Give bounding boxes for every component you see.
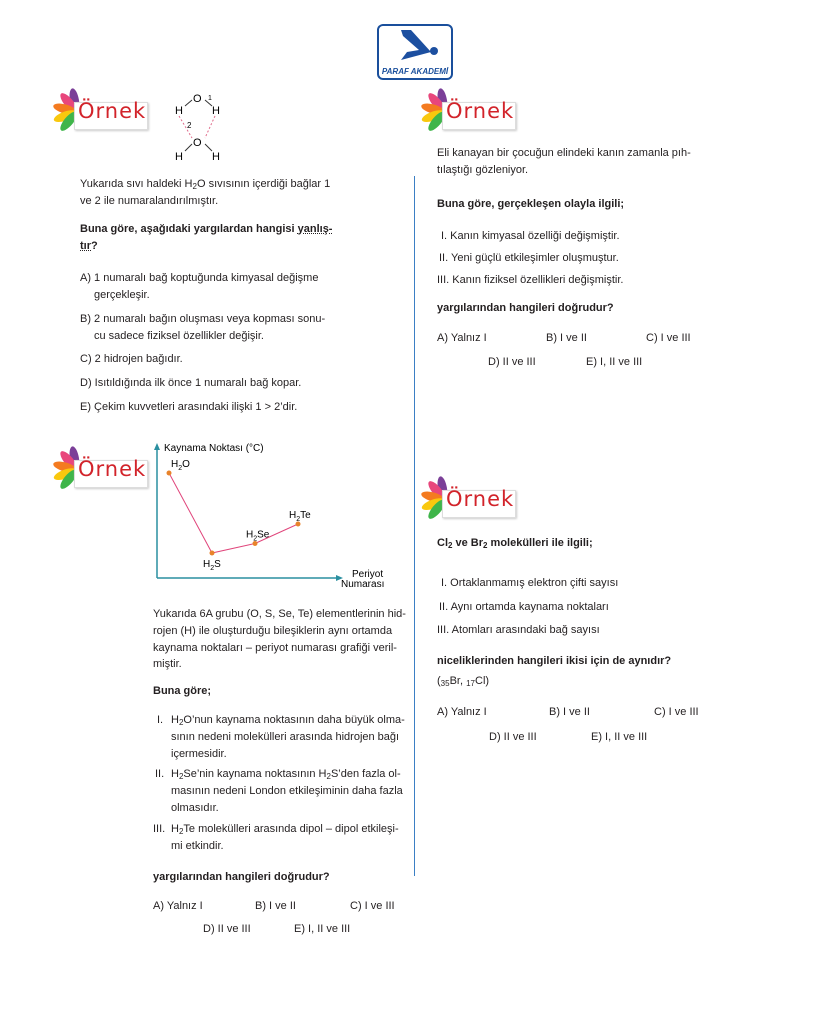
paraf-akademi-logo	[377, 24, 453, 80]
data-point-label: $H_2Te$	[289, 510, 311, 523]
data-point-label: $H_2S$	[203, 559, 221, 572]
q3-intro-line: tılaştığı gözleniyor.	[437, 164, 529, 176]
q1-option-d[interactable]: D) Isıtıldığında ilk önce 1 numaralı bağ kopar.	[80, 377, 302, 389]
q1-question: Buna göre, aşağıdaki yargılardan hangisi yanlış-	[80, 223, 333, 235]
boiling-point-chart	[140, 440, 400, 590]
q2-option-a[interactable]: A) Yalnız I	[153, 900, 203, 912]
hydrogen-label: H	[175, 151, 183, 163]
q4-option-c[interactable]: C) I ve III	[654, 706, 699, 718]
column-divider	[414, 176, 415, 876]
q2-question: yargılarından hangileri doğrudur?	[153, 871, 330, 883]
ornek-label: Örnek	[446, 99, 515, 123]
q2-option-d[interactable]: D) II ve III	[203, 923, 251, 935]
logo-text: PARAF AKADEMİ	[381, 67, 449, 76]
q2-statement-2-cont: masının nedeni London etkileşiminin daha fazla	[171, 785, 403, 797]
q2-statement-2-cont: olmasıdır.	[171, 802, 219, 814]
q4-option-e[interactable]: E) I, II ve III	[591, 731, 648, 743]
q1-option-a[interactable]: A) 1 numaralı bağ koptuğunda kimyasal değişme	[80, 272, 319, 284]
q4-statement-3: III. Atomları arasındaki bağ sayısı	[437, 624, 600, 636]
q2-statement-3: $H_2Te$ molekülleri arasında dipol – dipol etkileşi-	[171, 823, 399, 836]
hydrogen-label: H	[212, 151, 220, 163]
q3-option-c[interactable]: C) I ve III	[646, 332, 691, 344]
bond-2-label: 2	[187, 121, 192, 130]
y-axis-arrow-icon	[154, 443, 160, 450]
data-point	[210, 551, 215, 556]
oxygen-label: O	[193, 93, 202, 105]
q2-statement-1-cont: sının nedeni molekülleri arasında hidrojen bağı	[171, 731, 400, 743]
q2-statement-2-num: II.	[155, 768, 165, 780]
hydrogen-label: H	[212, 105, 220, 117]
q3-option-e[interactable]: E) I, II ve III	[586, 356, 643, 368]
q2-statement-3-num: III.	[153, 823, 166, 835]
q3-lead: Buna göre, gerçekleşen olayla ilgili;	[437, 198, 625, 210]
q3-option-a[interactable]: A) Yalnız I	[437, 332, 487, 344]
q4-statement-2: II. Aynı ortamda kaynama noktaları	[439, 601, 609, 613]
q2-option-e[interactable]: E) I, II ve III	[294, 923, 351, 935]
q2-intro-line: kaynama noktaları – periyot numarası grafiği veril-	[153, 642, 397, 654]
q2-statement-1-cont: içermesidir.	[171, 748, 227, 760]
q2-statement-3-cont: mi etkindir.	[171, 840, 224, 852]
q4-option-a[interactable]: A) Yalnız I	[437, 706, 487, 718]
ornek-badge-4	[430, 474, 520, 522]
q3-option-d[interactable]: D) II ve III	[488, 356, 536, 368]
hydrogen-label: H	[175, 105, 183, 117]
q1-intro-line: Yukarıda sıvı haldeki $H_2O$ sıvısının içerdiği bağlar 1	[80, 178, 331, 191]
y-axis-label: Kaynama Noktası (°C)	[164, 443, 264, 454]
q4-statement-1: I. Ortaklanmamış elektron çifti sayısı	[441, 577, 619, 589]
q2-statement-1: $H_2O’nun$ kaynama noktasının daha büyük olma-	[171, 714, 405, 727]
q3-question: yargılarından hangileri doğrudur?	[437, 302, 614, 314]
q1-option-b-cont: cu sadece fiziksel özellikler değişir.	[94, 330, 264, 342]
ornek-badge-3	[430, 86, 520, 134]
q1-intro-line: ve 2 ile numaralandırılmıştır.	[80, 195, 219, 207]
q4-option-d[interactable]: D) II ve III	[489, 731, 537, 743]
q3-statement-3: III. Kanın fiziksel özellikleri değişmiştir.	[437, 274, 624, 286]
q3-statement-1: I. Kanın kimyasal özelliği değişmiştir.	[441, 230, 620, 242]
x-axis-label: Periyot	[352, 569, 384, 580]
q3-intro-line: Eli kanayan bir çocuğun elindeki kanın zamanla pıh-	[437, 147, 691, 159]
q1-option-c[interactable]: C) 2 hidrojen bağıdır.	[80, 353, 183, 365]
q1-option-a-cont: gerçekleşir.	[94, 289, 150, 301]
q3-option-b[interactable]: B) I ve II	[546, 332, 587, 344]
q4-note: ($_{35}Br$, $_{17}$Cl)	[437, 675, 490, 688]
q1-option-b[interactable]: B) 2 numaralı bağın oluşması veya kopması sonu-	[80, 313, 326, 325]
q2-option-b[interactable]: B) I ve II	[255, 900, 296, 912]
data-point	[167, 471, 172, 476]
x-axis-label: Numarası	[341, 579, 385, 590]
q1-question-end: tır?	[80, 240, 98, 252]
q2-option-c[interactable]: C) I ve III	[350, 900, 395, 912]
q3-statement-2: II. Yeni güçlü etkileşimler oluşmuştur.	[439, 252, 619, 264]
logo-mark-icon	[379, 26, 451, 66]
ornek-label: Örnek	[78, 99, 147, 123]
q2-statement-2: $H_2Se’nin$ kaynama noktasının $H_2S’den$ fazla ol-	[171, 768, 401, 781]
q2-intro-line: rojen (H) ile oluşturduğu bileşiklerin aynı ortamda	[153, 625, 393, 637]
q4-question: niceliklerinden hangileri ikisi için de aynıdır?	[437, 655, 672, 667]
data-point-label: $H_2Se$	[246, 529, 270, 543]
q4-option-b[interactable]: B) I ve II	[549, 706, 590, 718]
data-point-label: $H_2O$	[171, 459, 190, 472]
ornek-badge-2	[62, 444, 152, 492]
ornek-badge-1	[62, 86, 152, 134]
water-hydrogen-bond-diagram	[165, 86, 235, 166]
q2-lead: Buna göre;	[153, 685, 212, 697]
q1-option-e[interactable]: E) Çekim kuvvetleri arasındaki ilişki 1 > 2’dir.	[80, 401, 298, 413]
bond-1-label: 1	[208, 95, 212, 102]
q4-lead: $Cl_2$ ve $Br_2$ molekülleri ile ilgili;	[437, 537, 593, 550]
ornek-label: Örnek	[78, 457, 147, 481]
q2-statement-1-num: I.	[157, 714, 164, 726]
oxygen-label: O	[193, 137, 202, 149]
ornek-label: Örnek	[446, 487, 515, 511]
q2-intro-line: Yukarıda 6A grubu (O, S, Se, Te) elementlerinin hid-	[153, 608, 406, 620]
q2-intro-line: miştir.	[153, 658, 182, 670]
series-line	[169, 473, 298, 553]
